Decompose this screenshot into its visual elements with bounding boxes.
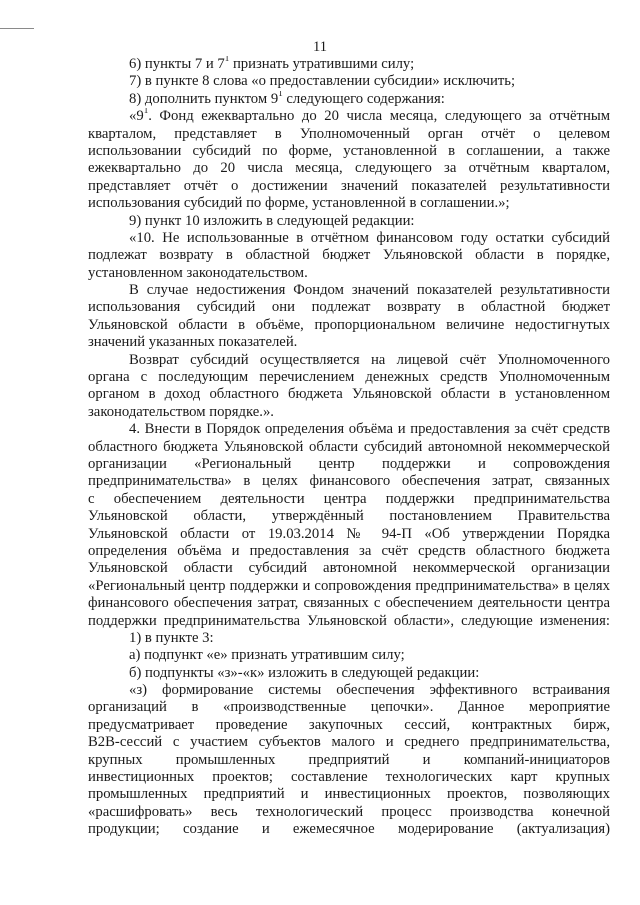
- text-line: значений указанных показателей.: [88, 334, 298, 351]
- text-line: кварталом, представляет в Уполномоченный орган отчёт о целевом: [88, 125, 610, 142]
- text-line: б) подпункты «з»-«к» изложить в следующей редакции:: [129, 664, 480, 681]
- text-line: 6) пункты 7 и $7^1$ признать утратившими силу;: [129, 56, 415, 72]
- text-line: «расшифровать» весь технологический процесс производства конечной: [88, 803, 610, 820]
- text-line: 9) пункт 10 изложить в следующей редакции:: [129, 212, 415, 229]
- text-line: Ульяновской области в объёме, пропорциональном величине недостигнутых: [88, 316, 610, 333]
- text-line: финансового обеспечения затрат, связанных с обеспечением деятельности центра: [88, 595, 610, 612]
- text-line: использования субсидий по форме, установленной в соглашении.»;: [88, 195, 510, 212]
- text-line: промышленных предприятий и инвестиционных проектов, позволяющих: [88, 786, 610, 803]
- text-line: B2B-сессий с участием субъектов малого и среднего предпринимательства,: [88, 734, 610, 751]
- text-line: предусматривает проведение закупочных сессий, контрактных бирж,: [88, 716, 610, 733]
- text-line: областного бюджета Ульяновской области субсидий автономной некоммерческой: [88, 438, 610, 455]
- text-line: Ульяновской области субсидий автономной некоммерческой организации: [88, 560, 610, 577]
- text-line: В случае недостижения Фондом значений показателей результативности: [129, 282, 610, 299]
- text-line: «$9^1$. Фонд ежеквартально до 20 числа месяца, следующего за отчётным: [129, 108, 610, 125]
- text-line: ежеквартально до 20 числа месяца, следующего за отчётным кварталом,: [88, 160, 610, 177]
- text-line: Возврат субсидий осуществляется на лицевой счёт Уполномоченного: [129, 351, 610, 368]
- text-line: 8) дополнить пунктом $9^1$ следующего содержания:: [129, 90, 445, 107]
- text-line: инвестиционных проектов; составление технологических карт крупных: [88, 769, 610, 786]
- scan-edge-mark: [0, 28, 34, 29]
- text-line: с обеспечением деятельности центра поддержки предпринимательства: [88, 490, 610, 507]
- text-line: Ульяновской области от 19.03.2014 № 94-П «Об утверждении Порядка: [88, 525, 610, 542]
- document-body: [88, 56, 610, 839]
- text-line: 1) в пункте 3:: [129, 629, 214, 646]
- text-line: подлежат возврату в областной бюджет Ульяновской области в порядке,: [88, 247, 610, 264]
- text-line: определения объёма и предоставления за счёт средств областного бюджета: [88, 542, 610, 559]
- text-line: использовании субсидий по форме, установленной в соглашении, а также: [88, 142, 610, 159]
- text-line: «Региональный центр поддержки и сопровождения предпринимательства» в целях: [88, 577, 610, 594]
- text-line: использования субсидий они подлежат возврату в областной бюджет: [88, 299, 610, 316]
- text-line: организаций в «производственные цепочки». Данное мероприятие: [88, 699, 610, 716]
- text-line: 7) в пункте 8 слова «о предоставлении субсидии» исключить;: [129, 73, 516, 90]
- text-line: законодательством порядке.».: [88, 403, 274, 420]
- page-number: 11: [313, 39, 327, 55]
- text-line: органом в доход областного бюджета Ульяновской области в установленном: [88, 386, 610, 403]
- text-line: крупных промышленных предприятий и компаний-инициаторов: [88, 751, 610, 768]
- text-line: органа с последующим перечислением денежных средств Уполномоченным: [88, 369, 610, 386]
- text-line: установленном законодательством.: [88, 264, 308, 281]
- text-line: 4. Внести в Порядок определения объёма и предоставления за счёт средств: [129, 421, 610, 438]
- text-line: продукции; создание и ежемесячное модерирование (актуализация): [88, 821, 610, 838]
- text-line: представляет отчёт о достижении значений показателей результативности: [88, 177, 610, 194]
- text-line: а) подпункт «е» признать утратившим силу;: [129, 647, 405, 664]
- text-line: поддержки предпринимательства Ульяновской области», следующие изменения:: [88, 612, 610, 629]
- text-line: предпринимательства» в целях финансового обеспечения затрат, связанных: [88, 473, 610, 490]
- text-line: «10. Не использованные в отчётном финансовом году остатки субсидий: [129, 229, 610, 246]
- text-line: Ульяновской области, утверждённый постановлением Правительства: [88, 508, 610, 525]
- text-line: «з) формирование системы обеспечения эффективного встраивания: [129, 682, 610, 699]
- text-line: организации «Региональный центр поддержки и сопровождения: [88, 455, 610, 472]
